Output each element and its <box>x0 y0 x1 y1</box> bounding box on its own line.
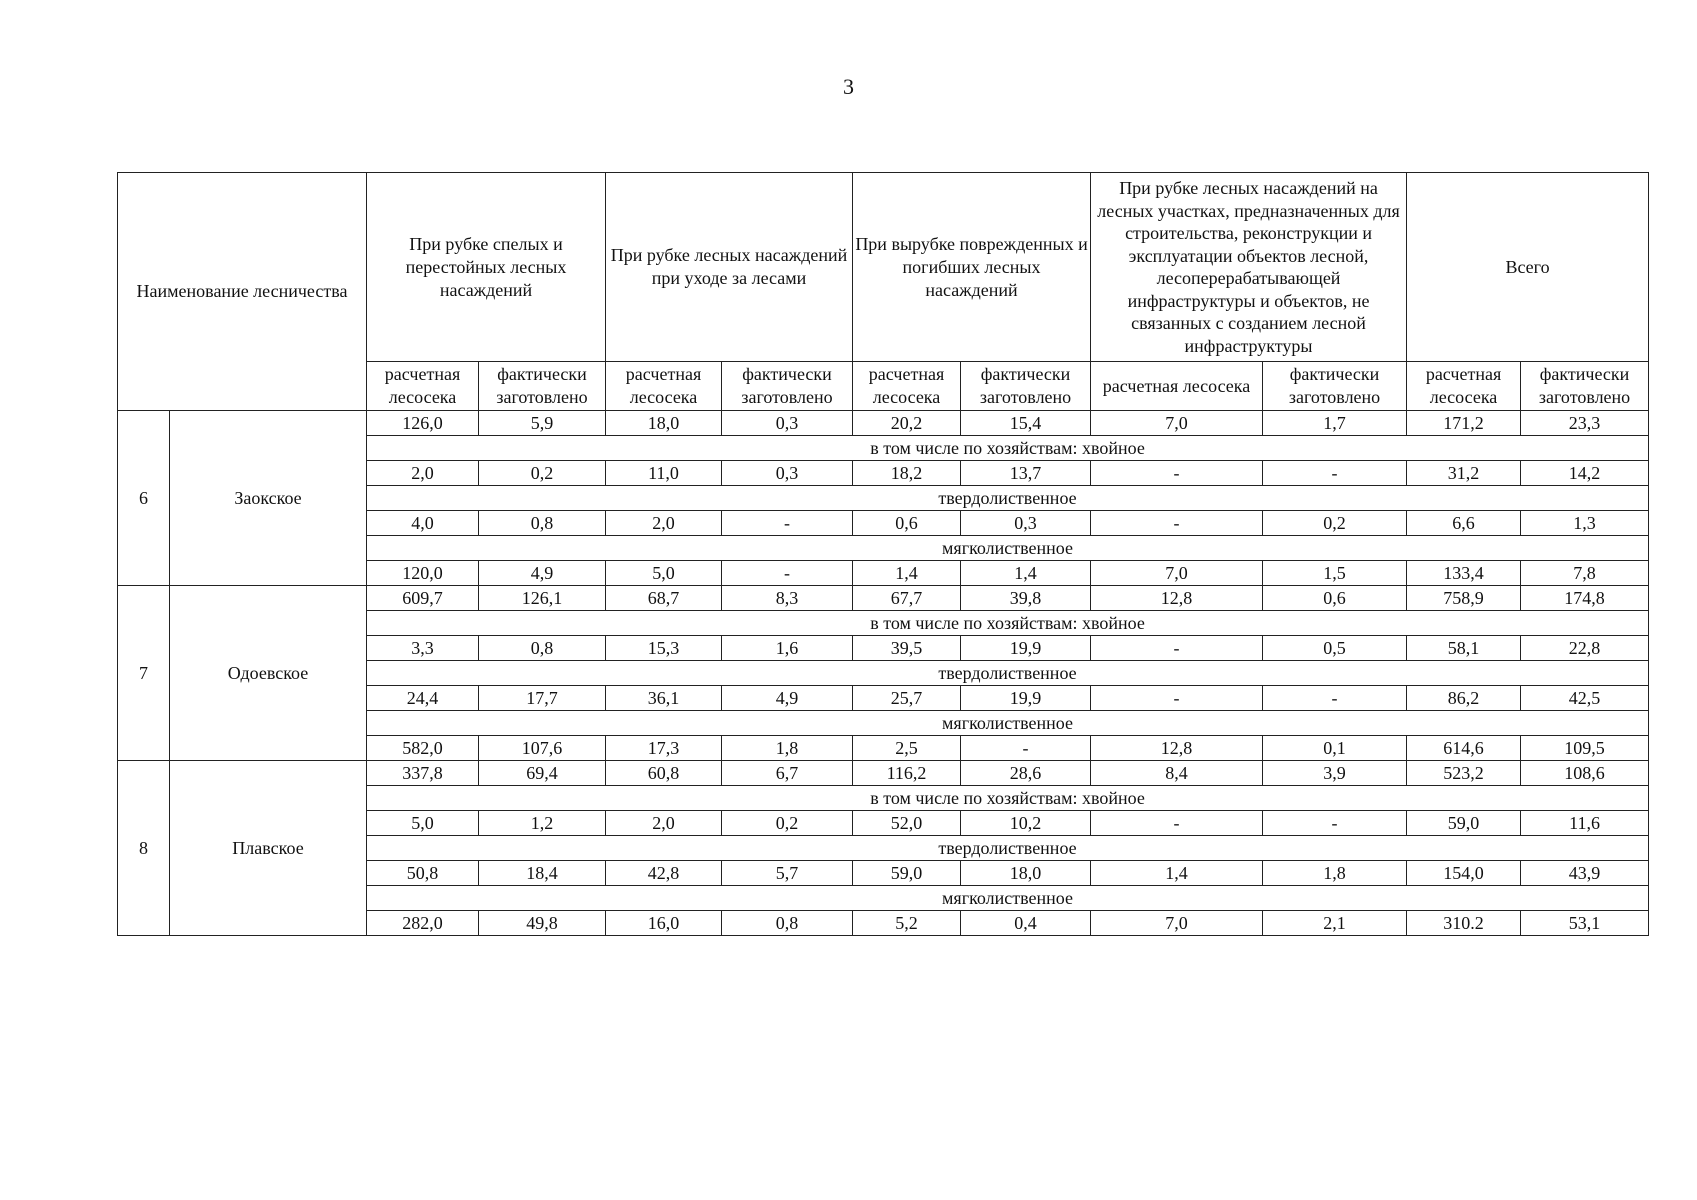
value-cell: 50,8 <box>367 861 479 886</box>
value-cell: - <box>961 736 1091 761</box>
value-cell: 8,3 <box>722 586 853 611</box>
value-cell: 1,8 <box>722 736 853 761</box>
value-cell: 1,4 <box>1091 861 1263 886</box>
value-cell: 0,5 <box>1263 636 1407 661</box>
value-cell: 609,7 <box>367 586 479 611</box>
value-cell: 154,0 <box>1407 861 1521 886</box>
value-cell: 0,4 <box>961 911 1091 936</box>
value-cell: - <box>1263 461 1407 486</box>
value-cell: 120,0 <box>367 561 479 586</box>
table-row <box>118 761 1649 786</box>
value-cell: 18,4 <box>479 861 606 886</box>
value-cell: 8,4 <box>1091 761 1263 786</box>
value-cell: 12,8 <box>1091 586 1263 611</box>
value-cell: 36,1 <box>606 686 722 711</box>
value-cell: 7,0 <box>1091 911 1263 936</box>
table-body <box>118 411 1649 936</box>
header-sub-planned: расчетная лесосека <box>1091 362 1263 411</box>
value-cell: - <box>1091 461 1263 486</box>
value-cell: 19,9 <box>961 686 1091 711</box>
value-cell: 0,2 <box>722 811 853 836</box>
value-cell: 7,0 <box>1091 411 1263 436</box>
value-cell: 17,7 <box>479 686 606 711</box>
value-cell: 5,0 <box>367 811 479 836</box>
value-cell: 19,9 <box>961 636 1091 661</box>
category-label: мягколиственное <box>367 711 1649 736</box>
value-cell: 11,0 <box>606 461 722 486</box>
header-sub-actual: фактически заготовлено <box>961 362 1091 411</box>
value-cell: 614,6 <box>1407 736 1521 761</box>
value-cell: 1,3 <box>1521 511 1649 536</box>
value-cell: 42,8 <box>606 861 722 886</box>
header-sub-actual: фактически заготовлено <box>479 362 606 411</box>
header-sub-planned: расчетная лесосека <box>606 362 722 411</box>
header-group-construction: При рубке лесных насаждений на лесных участках, предназначенных для строительства, реконструкции и эксплуатации объектов лесной, лесоперерабатывающей инфраструктуры и объектов, не связанных с созданием лесной инфраструктуры <box>1091 173 1407 362</box>
value-cell: 133,4 <box>1407 561 1521 586</box>
value-cell: 523,2 <box>1407 761 1521 786</box>
category-label: в том числе по хозяйствам: хвойное <box>367 786 1649 811</box>
value-cell: 16,0 <box>606 911 722 936</box>
value-cell: 0,8 <box>479 636 606 661</box>
page-number: 3 <box>843 74 854 99</box>
value-cell: 1,5 <box>1263 561 1407 586</box>
table-row <box>118 586 1649 611</box>
value-cell: 310.2 <box>1407 911 1521 936</box>
value-cell: 59,0 <box>1407 811 1521 836</box>
value-cell: 758,9 <box>1407 586 1521 611</box>
value-cell: 2,5 <box>853 736 961 761</box>
value-cell: 5,2 <box>853 911 961 936</box>
value-cell: 107,6 <box>479 736 606 761</box>
value-cell: 53,1 <box>1521 911 1649 936</box>
value-cell: 67,7 <box>853 586 961 611</box>
value-cell: 0,6 <box>1263 586 1407 611</box>
category-label: твердолиственное <box>367 836 1649 861</box>
value-cell: 6,7 <box>722 761 853 786</box>
value-cell: 10,2 <box>961 811 1091 836</box>
value-cell: 59,0 <box>853 861 961 886</box>
value-cell: 42,5 <box>1521 686 1649 711</box>
value-cell: 7,8 <box>1521 561 1649 586</box>
value-cell: 15,4 <box>961 411 1091 436</box>
value-cell: 5,9 <box>479 411 606 436</box>
header-sub-actual: фактически заготовлено <box>1263 362 1407 411</box>
value-cell: 11,6 <box>1521 811 1649 836</box>
value-cell: 0,3 <box>961 511 1091 536</box>
value-cell: 3,3 <box>367 636 479 661</box>
value-cell: 1,8 <box>1263 861 1407 886</box>
value-cell: 39,8 <box>961 586 1091 611</box>
forestry-name: Плавское <box>170 761 367 936</box>
value-cell: 39,5 <box>853 636 961 661</box>
value-cell: - <box>1091 636 1263 661</box>
value-cell: - <box>1091 811 1263 836</box>
value-cell: 1,7 <box>1263 411 1407 436</box>
value-cell: - <box>1263 686 1407 711</box>
value-cell: 13,7 <box>961 461 1091 486</box>
value-cell: 43,9 <box>1521 861 1649 886</box>
header-group-total: Всего <box>1407 173 1649 362</box>
value-cell: 108,6 <box>1521 761 1649 786</box>
table-row <box>118 411 1649 436</box>
value-cell: 174,8 <box>1521 586 1649 611</box>
value-cell: 69,4 <box>479 761 606 786</box>
value-cell: 15,3 <box>606 636 722 661</box>
value-cell: 18,0 <box>961 861 1091 886</box>
value-cell: 0,3 <box>722 411 853 436</box>
value-cell: 4,9 <box>479 561 606 586</box>
category-label: твердолиственное <box>367 661 1649 686</box>
value-cell: 6,6 <box>1407 511 1521 536</box>
value-cell: 0,8 <box>722 911 853 936</box>
value-cell: 18,2 <box>853 461 961 486</box>
value-cell: 58,1 <box>1407 636 1521 661</box>
value-cell: 1,2 <box>479 811 606 836</box>
value-cell: 86,2 <box>1407 686 1521 711</box>
value-cell: 337,8 <box>367 761 479 786</box>
header-sub-actual: фактически заготовлено <box>722 362 853 411</box>
forestry-harvest-table <box>117 172 1649 936</box>
value-cell: - <box>722 561 853 586</box>
value-cell: 24,4 <box>367 686 479 711</box>
value-cell: 2,0 <box>367 461 479 486</box>
category-label: мягколиственное <box>367 536 1649 561</box>
value-cell: - <box>1091 511 1263 536</box>
value-cell: 0,1 <box>1263 736 1407 761</box>
value-cell: 171,2 <box>1407 411 1521 436</box>
value-cell: 17,3 <box>606 736 722 761</box>
value-cell: 5,0 <box>606 561 722 586</box>
value-cell: 2,0 <box>606 511 722 536</box>
value-cell: 1,4 <box>853 561 961 586</box>
value-cell: 2,1 <box>1263 911 1407 936</box>
value-cell: 582,0 <box>367 736 479 761</box>
forestry-number: 6 <box>118 411 170 586</box>
forestry-name: Заокское <box>170 411 367 586</box>
header-sub-actual: фактически заготовлено <box>1521 362 1649 411</box>
value-cell: 0,2 <box>1263 511 1407 536</box>
value-cell: 4,0 <box>367 511 479 536</box>
value-cell: 23,3 <box>1521 411 1649 436</box>
value-cell: 20,2 <box>853 411 961 436</box>
value-cell: - <box>1263 811 1407 836</box>
value-cell: 14,2 <box>1521 461 1649 486</box>
value-cell: 116,2 <box>853 761 961 786</box>
category-label: твердолиственное <box>367 486 1649 511</box>
header-sub-planned: расчетная лесосека <box>853 362 961 411</box>
value-cell: - <box>1091 686 1263 711</box>
forestry-number: 8 <box>118 761 170 936</box>
header-sub-planned: расчетная лесосека <box>1407 362 1521 411</box>
header-sub-planned: расчетная лесосека <box>367 362 479 411</box>
value-cell: 1,6 <box>722 636 853 661</box>
value-cell: 12,8 <box>1091 736 1263 761</box>
value-cell: 7,0 <box>1091 561 1263 586</box>
value-cell: 4,9 <box>722 686 853 711</box>
value-cell: 0,2 <box>479 461 606 486</box>
header-group-care: При рубке лесных насаждений при уходе за лесами <box>606 173 853 362</box>
forestry-name: Одоевское <box>170 586 367 761</box>
forestry-number: 7 <box>118 586 170 761</box>
value-cell: 68,7 <box>606 586 722 611</box>
category-label: в том числе по хозяйствам: хвойное <box>367 436 1649 461</box>
value-cell: 28,6 <box>961 761 1091 786</box>
value-cell: 49,8 <box>479 911 606 936</box>
value-cell: 282,0 <box>367 911 479 936</box>
value-cell: 52,0 <box>853 811 961 836</box>
category-label: мягколиственное <box>367 886 1649 911</box>
value-cell: 5,7 <box>722 861 853 886</box>
value-cell: 3,9 <box>1263 761 1407 786</box>
value-cell: 18,0 <box>606 411 722 436</box>
value-cell: - <box>722 511 853 536</box>
category-label: в том числе по хозяйствам: хвойное <box>367 611 1649 636</box>
value-cell: 31,2 <box>1407 461 1521 486</box>
header-group-mature: При рубке спелых и перестойных лесных насаждений <box>367 173 606 362</box>
header-group-damaged: При вырубке поврежденных и погибших лесных насаждений <box>853 173 1091 362</box>
value-cell: 0,3 <box>722 461 853 486</box>
header-forestry-name: Наименование лесничества <box>118 173 367 411</box>
value-cell: 0,8 <box>479 511 606 536</box>
value-cell: 126,0 <box>367 411 479 436</box>
value-cell: 60,8 <box>606 761 722 786</box>
value-cell: 25,7 <box>853 686 961 711</box>
value-cell: 2,0 <box>606 811 722 836</box>
value-cell: 1,4 <box>961 561 1091 586</box>
value-cell: 126,1 <box>479 586 606 611</box>
value-cell: 109,5 <box>1521 736 1649 761</box>
value-cell: 22,8 <box>1521 636 1649 661</box>
value-cell: 0,6 <box>853 511 961 536</box>
